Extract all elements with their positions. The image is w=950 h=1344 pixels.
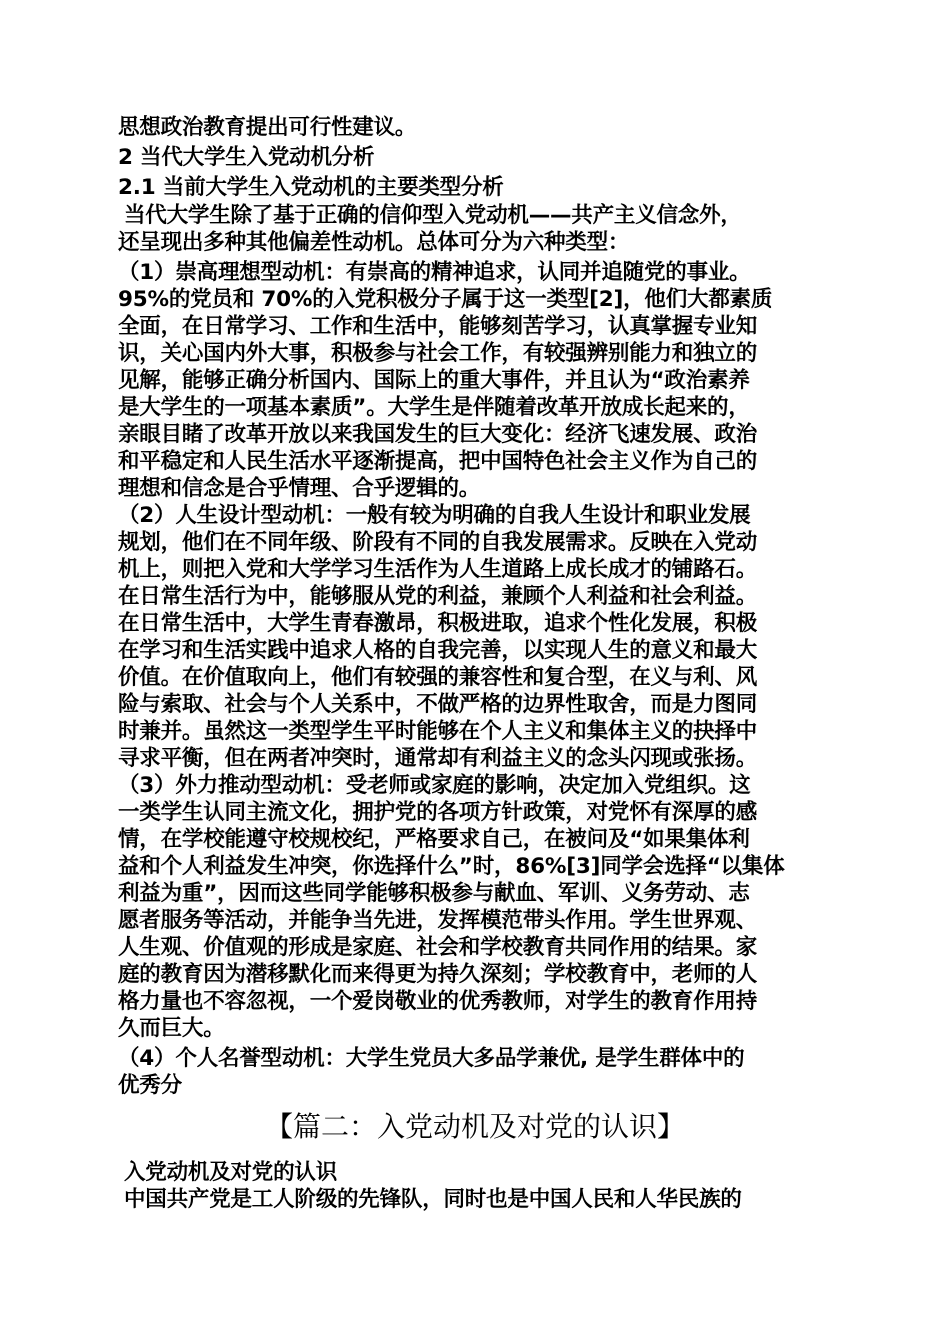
text-line: 是大学生的一项基本素质”。大学生是伴随着改革开放成长起来的， <box>118 395 750 420</box>
text-line: 见解，能够正确分析国内、国际上的重大事件，并且认为“政治素养 <box>118 368 750 393</box>
text-line: 在日常生活中，大学生青春激昂，积极进取，追求个性化发展，积极 <box>118 611 758 636</box>
text-line: 在日常生活行为中，能够服从党的利益，兼顾个人利益和社会利益。 <box>118 584 758 609</box>
text-line: 时兼并。虽然这一类型学生平时能够在个人主义和集体主义的抉择中 <box>118 719 758 744</box>
text-line: 识，关心国内外大事，积极参与社会工作，有较强辨别能力和独立的 <box>118 341 758 366</box>
subsection-heading: 2.1 当前大学生入党动机的主要类型分析 <box>118 175 504 200</box>
text-line: 寻求平衡，但在两者冲突时，通常却有利益主义的念头闪现或张扬。 <box>118 746 758 771</box>
paragraph-start: （4）个人名誉型动机：大学生党员大多品学兼优, 是学生群体中的 <box>118 1046 745 1071</box>
text-line: 一类学生认同主流文化，拥护党的各项方针政策，对党怀有深厚的感 <box>118 800 758 825</box>
paragraph-start: （3）外力推动型动机：受老师或家庭的影响，决定加入党组织。这 <box>118 773 751 798</box>
section-heading: 2 当代大学生入党动机分析 <box>118 145 375 170</box>
text-line: 人生观、价值观的形成是家庭、社会和学校教育共同作用的结果。家 <box>118 935 758 960</box>
text-line: 中国共产党是工人阶级的先锋队，同时也是中国人民和人华民族的 <box>124 1187 742 1212</box>
text-line: 价值。在价值取向上，他们有较强的兼容性和复合型，在义与利、风 <box>118 665 758 690</box>
text-line: 思想政治教育提出可行性建议。 <box>118 115 417 140</box>
paragraph-start: （2）人生设计型动机：一般有较为明确的自我人生设计和职业发展 <box>118 503 751 528</box>
text-line: 和平稳定和人民生活水平逐渐提高，把中国特色社会主义作为自己的 <box>118 449 758 474</box>
text-line: 利益为重”，因而这些同学能够积极参与献血、军训、义务劳动、志 <box>118 881 750 906</box>
text-line: 益和个人利益发生冲突，你选择什么”时，86%[3]同学会选择“以集体 <box>118 854 785 879</box>
text-line: 机上，则把入党和大学学习生活作为人生道路上成长成才的铺路石。 <box>118 557 758 582</box>
text-line: 险与索取、社会与个人关系中，不做严格的边界性取舍，而是力图同 <box>118 692 758 717</box>
text-line: 理想和信念是合乎情理、合乎逻辑的。 <box>118 476 481 501</box>
paragraph-start: （1）崇高理想型动机：有崇高的精神追求，认同并追随党的事业。 <box>118 260 751 285</box>
text-line: 格力量也不容忽视，一个爱岗敬业的优秀教师，对学生的教育作用持 <box>118 989 758 1014</box>
text-line: 还呈现出多种其他偏差性动机。总体可分为六种类型： <box>118 230 630 255</box>
section-title: 【篇二：入党动机及对党的认识】 <box>264 1110 685 1143</box>
text-line: 规划，他们在不同年级、阶段有不同的自我发展需求。反映在入党动 <box>118 530 758 555</box>
subheading: 入党动机及对党的认识 <box>124 1160 338 1185</box>
text-line: 全面，在日常学习、工作和生活中，能够刻苦学习，认真掌握专业知 <box>118 314 758 339</box>
text-line: 庭的教育因为潜移默化而来得更为持久深刻；学校教育中，老师的人 <box>118 962 758 987</box>
text-line: 愿者服务等活动，并能争当先进，发挥模范带头作用。学生世界观、 <box>118 908 758 933</box>
text-line: 在学习和生活实践中追求人格的自我完善，以实现人生的意义和最大 <box>118 638 758 663</box>
text-line: 情，在学校能遵守校规校纪，严格要求自己，在被问及“如果集体利 <box>118 827 750 852</box>
text-line: 久而巨大。 <box>118 1016 225 1041</box>
text-line: 优秀分 <box>118 1073 182 1098</box>
text-line: 95%的党员和 70%的入党积极分子属于这一类型[2]，他们大都素质 <box>118 287 773 312</box>
text-line: 当代大学生除了基于正确的信仰型入党动机——共产主义信念外， <box>124 203 742 228</box>
text-line: 亲眼目睹了改革开放以来我国发生的巨大变化：经济飞速发展、政治 <box>118 422 758 447</box>
